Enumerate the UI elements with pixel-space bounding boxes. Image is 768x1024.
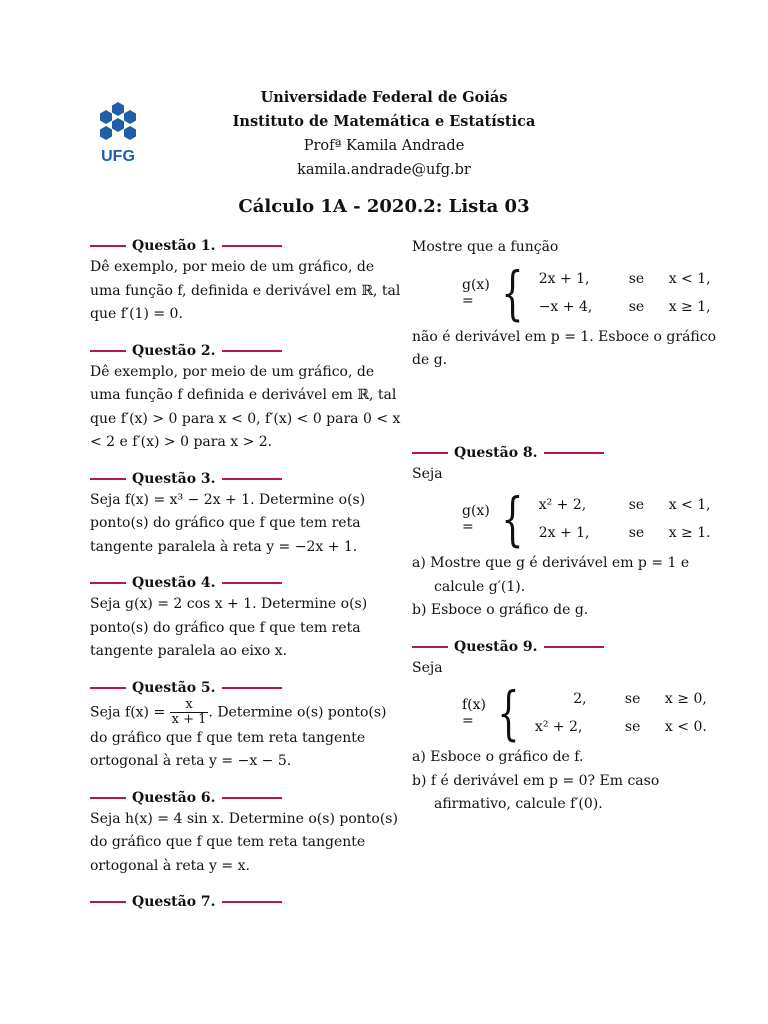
question-8-items — [412, 552, 732, 623]
question-7-heading: Questão 7. — [90, 892, 402, 912]
question-9-intro: Seja — [412, 659, 443, 676]
question-8-heading: Questão 8. — [412, 443, 732, 463]
question-4-heading: Questão 4. — [90, 573, 402, 593]
question-9-items — [412, 746, 732, 817]
question-2-heading: Questão 2. — [90, 341, 402, 361]
left-column — [90, 236, 402, 912]
question-5-text: Seja f(x) = $\frac{x}{x + 1}$ . Determine o(s) ponto(s) do gráfico que f que tem reta tangente ortogonal à reta y = −x − 5. — [90, 696, 387, 769]
heading-rule — [90, 687, 126, 689]
professor-name: Profª Kamila Andrade — [303, 138, 465, 154]
question-8-intro: Seja — [412, 465, 443, 482]
heading-rule — [222, 797, 282, 799]
question-3-heading: Questão 3. — [90, 469, 402, 489]
question-3-text: Seja f(x) = x³ − 2x + 1. Determine o(s) ponto(s) do gráfico que f que tem reta tangente paralela à reta y = −2x + 1. — [90, 491, 366, 555]
question-1-heading: Questão 1. — [90, 236, 402, 256]
brace: { — [501, 485, 524, 553]
question-7-outro: não é derivável em p = 1. Esboce o gráfico de g. — [412, 328, 717, 368]
fraction: $\frac{x}{x + 1}$ — [171, 696, 207, 727]
professor-email: kamila.andrade@ufg.br — [297, 162, 471, 178]
list-item: b) Esboce o gráfico de g. — [412, 602, 589, 618]
heading-rule — [222, 582, 282, 584]
question-2-text: Dê exemplo, por meio de um gráfico, de uma função f definida e derivável em ℝ, tal que f′(x) > 0 para x < 0, f′(x) < 0 para 0 < x < 2 e f′(x) > 0 para x > 2. — [90, 363, 401, 450]
question-1-text: Dê exemplo, por meio de um gráfico, de uma função f, definida e derivável em ℝ, tal que f′(1) = 0. — [90, 259, 401, 322]
heading-rule — [222, 245, 282, 247]
heading-rule — [544, 452, 604, 454]
heading-rule — [90, 478, 126, 480]
university-name: Universidade Federal de Goiás — [260, 89, 508, 106]
question-7-intro: Mostre que a função — [412, 239, 559, 255]
question-4-text: Seja g(x) = 2 cos x + 1. Determine o(s) ponto(s) do gráfico que f que tem reta tangente paralela ao eixo x. — [90, 596, 368, 659]
heading-rule — [412, 646, 448, 648]
institute-name: Instituto de Matemática e Estatística — [232, 113, 536, 130]
question-6-heading: Questão 6. — [90, 788, 402, 808]
heading-rule — [222, 687, 282, 689]
question-8-piecewise: g(x) = { x² + 2, se x < 1, 2x + 1, se x ≥ 1. — [462, 485, 711, 553]
document-title: Cálculo 1A - 2020.2: Lista 03 — [238, 196, 530, 217]
list-item: a) Esboce o gráfico de f. — [412, 749, 584, 765]
right-column — [412, 236, 732, 817]
heading-rule — [90, 901, 126, 903]
heading-rule — [412, 452, 448, 454]
question-5-heading: Questão 5. — [90, 678, 402, 698]
list-item: b) f é derivável em p = 0? Em caso afirmativo, calcule f′(0). — [412, 772, 660, 812]
list-item: a) Mostre que g é derivável em p = 1 e calcule g′(1). — [412, 555, 690, 595]
brace: { — [501, 258, 524, 327]
heading-rule — [222, 350, 282, 352]
heading-rule — [90, 350, 126, 352]
heading-rule — [222, 901, 282, 903]
document-header — [0, 86, 768, 182]
question-9-heading: Questão 9. — [412, 637, 732, 657]
heading-rule — [222, 478, 282, 480]
question-9-piecewise: f(x) = { 2, se x ≥ 0, x² + 2, se x < 0. — [462, 679, 707, 747]
heading-rule — [544, 646, 604, 648]
heading-rule — [90, 245, 126, 247]
question-7-piecewise: g(x) = { 2x + 1, se x < 1, −x + 4, se x ≥ 1, — [462, 258, 711, 327]
heading-rule — [90, 797, 126, 799]
brace: { — [497, 679, 520, 747]
question-6-text: Seja h(x) = 4 sin x. Determine o(s) ponto(s) do gráfico que f que tem reta tangente ortogonal à reta y = x. — [90, 810, 398, 874]
heading-rule — [90, 582, 126, 584]
logo-text: UFG — [101, 148, 135, 165]
